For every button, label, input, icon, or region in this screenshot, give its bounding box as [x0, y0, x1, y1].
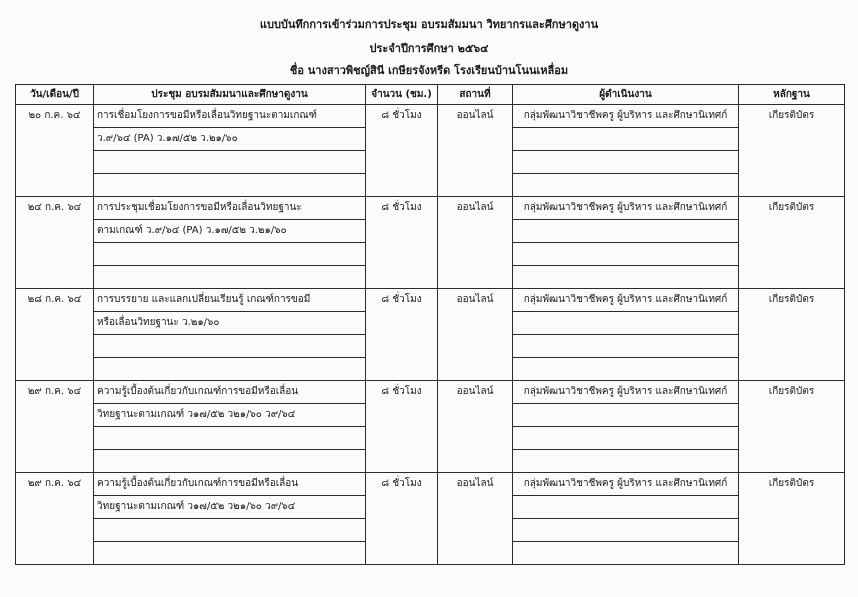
academic-year: ประจำปีการศึกษา ๒๕๖๔	[369, 42, 489, 55]
table-row	[16, 197, 845, 220]
empty-cell	[94, 358, 366, 381]
entry-organizer: กลุ่มพัฒนาวิชาชีพครู ผู้บริหาร และศึกษานิเทศก์	[513, 197, 739, 220]
empty-cell	[513, 496, 739, 519]
header-evidence: หลักฐาน	[739, 85, 845, 105]
entry-topic-line1: การประชุมเชื่อมโยงการขอมีหรือเลื่อนวิทยฐานะ	[94, 197, 366, 220]
empty-cell	[513, 220, 739, 243]
entry-organizer: กลุ่มพัฒนาวิชาชีพครู ผู้บริหาร และศึกษานิเทศก์	[513, 473, 739, 496]
entry-topic-line2: ว.๙/๖๔ (PA) ว.๑๗/๕๒ ว.๒๑/๖๐	[94, 128, 366, 151]
empty-cell	[513, 174, 739, 197]
entry-topic-line2: วิทยฐานะตามเกณฑ์ ว๑๗/๕๒ ว๒๑/๖๐ ว๙/๖๔	[94, 404, 366, 427]
entry-evidence: เกียรติบัตร	[739, 289, 845, 381]
entry-topic-line1: การเชื่อมโยงการขอมีหรือเลื่อนวิทยฐานะตามเกณฑ์	[94, 105, 366, 128]
form-title: แบบบันทึกการเข้าร่วมการประชุม อบรมสัมมนา วิทยากรและศึกษาดูงาน	[259, 18, 599, 31]
header-date: วัน/เดือน/ปี	[16, 85, 94, 105]
entry-date: ๒๘ ก.ค. ๖๔	[16, 289, 94, 381]
entry-hours: ๘ ชั่วโมง	[366, 289, 438, 381]
empty-cell	[94, 151, 366, 174]
empty-cell	[94, 450, 366, 473]
entry-organizer: กลุ่มพัฒนาวิชาชีพครู ผู้บริหาร และศึกษานิเทศก์	[513, 105, 739, 128]
entry-topic-line2: ตามเกณฑ์ ว.๙/๖๔ (PA) ว.๑๗/๕๒ ว.๒๑/๖๐	[94, 220, 366, 243]
empty-cell	[513, 151, 739, 174]
header-hours: จำนวน (ชม.)	[366, 85, 438, 105]
entry-place: ออนไลน์	[438, 197, 513, 289]
empty-cell	[513, 312, 739, 335]
entry-evidence: เกียรติบัตร	[739, 197, 845, 289]
empty-cell	[94, 174, 366, 197]
empty-cell	[513, 404, 739, 427]
empty-cell	[94, 519, 366, 542]
header-topic: ประชุม อบรมสัมมนาและศึกษาดูงาน	[94, 85, 366, 105]
entry-date: ๒๙ ก.ค. ๖๔	[16, 473, 94, 565]
teacher-name-school: ชื่อ นางสาวพิชญ์สินี เกษียรจังหรีด โรงเรียนบ้านโนนเหลื่อม	[289, 64, 569, 77]
entry-topic-line2: หรือเลื่อนวิทยฐานะ ว.๒๑/๖๐	[94, 312, 366, 335]
header-place: สถานที่	[438, 85, 513, 105]
header-organizer: ผู้ดำเนินงาน	[513, 85, 739, 105]
entry-topic-line1: ความรู้เบื้องต้นเกี่ยวกับเกณฑ์การขอมีหรือเลื่อน	[94, 473, 366, 496]
entry-place: ออนไลน์	[438, 289, 513, 381]
table-row	[16, 381, 845, 404]
empty-cell	[513, 128, 739, 151]
training-log-table	[15, 84, 845, 565]
empty-cell	[513, 335, 739, 358]
entry-place: ออนไลน์	[438, 473, 513, 565]
empty-cell	[513, 358, 739, 381]
empty-cell	[513, 427, 739, 450]
empty-cell	[94, 542, 366, 565]
entry-hours: ๘ ชั่วโมง	[366, 105, 438, 197]
entry-place: ออนไลน์	[438, 105, 513, 197]
table-row	[16, 289, 845, 312]
entry-hours: ๘ ชั่วโมง	[366, 381, 438, 473]
entry-evidence: เกียรติบัตร	[739, 381, 845, 473]
table-header-row	[16, 85, 845, 105]
empty-cell	[513, 243, 739, 266]
empty-cell	[94, 243, 366, 266]
empty-cell	[513, 450, 739, 473]
table-row	[16, 473, 845, 496]
entry-date: ๒๔ ก.ค. ๖๔	[16, 197, 94, 289]
empty-cell	[513, 542, 739, 565]
entry-place: ออนไลน์	[438, 381, 513, 473]
empty-cell	[94, 266, 366, 289]
empty-cell	[94, 427, 366, 450]
table-row	[16, 105, 845, 128]
entry-organizer: กลุ่มพัฒนาวิชาชีพครู ผู้บริหาร และศึกษานิเทศก์	[513, 289, 739, 312]
entry-evidence: เกียรติบัตร	[739, 473, 845, 565]
entry-evidence: เกียรติบัตร	[739, 105, 845, 197]
table-body	[16, 105, 845, 565]
entry-topic-line1: การบรรยาย และแลกเปลี่ยนเรียนรู้ เกณฑ์การขอมี	[94, 289, 366, 312]
entry-organizer: กลุ่มพัฒนาวิชาชีพครู ผู้บริหาร และศึกษานิเทศก์	[513, 381, 739, 404]
entry-date: ๒๐ ก.ค. ๖๔	[16, 105, 94, 197]
entry-hours: ๘ ชั่วโมง	[366, 197, 438, 289]
entry-hours: ๘ ชั่วโมง	[366, 473, 438, 565]
entry-date: ๒๙ ก.ค. ๖๔	[16, 381, 94, 473]
empty-cell	[94, 335, 366, 358]
empty-cell	[513, 266, 739, 289]
empty-cell	[513, 519, 739, 542]
entry-topic-line2: วิทยฐานะตามเกณฑ์ ว๑๗/๕๒ ว๒๑/๖๐ ว๙/๖๔	[94, 496, 366, 519]
entry-topic-line1: ความรู้เบื้องต้นเกี่ยวกับเกณฑ์การขอมีหรือเลื่อน	[94, 381, 366, 404]
